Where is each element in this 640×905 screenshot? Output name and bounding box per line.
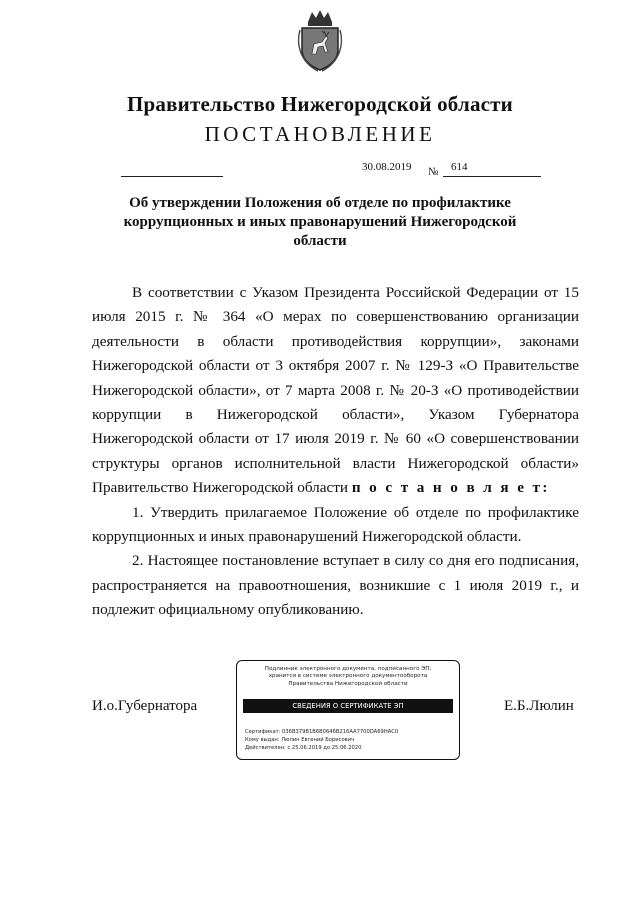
stamp-line-3: Правительства Нижегородской области bbox=[288, 680, 408, 687]
certificate-details bbox=[245, 728, 398, 752]
stamp-header bbox=[237, 666, 459, 688]
number-line bbox=[443, 176, 541, 177]
certificate-owner: Кому выдан: Люлин Евгений Борисович bbox=[245, 737, 355, 743]
document-subject: Об утверждении Положения об отделе по профилактике коррупционных и иных правонарушений Нижегородской области bbox=[123, 195, 517, 249]
certificate-validity: Действителен: с 25.06.2019 до 25.06.2020 bbox=[245, 745, 362, 751]
decree-word: п о с т а н о в л я е т: bbox=[351, 479, 550, 497]
item-1: 1. Утвердить прилагаемое Положение об отделе по профилактике коррупционных и иных правонарушений Нижегородской области. bbox=[92, 503, 579, 546]
document-date: 30.08.2019 bbox=[362, 161, 412, 173]
organization-title: Правительство Нижегородской области bbox=[127, 92, 513, 116]
electronic-signature-stamp bbox=[236, 660, 460, 760]
preamble-text: В соответствии с Указом Президента Российской Федерации от 15 июля 2015 г. № 364 «О мерах по совершенствованию организации деятельности в области противодействия коррупции», законами Нижегородской области от 3 октября 2007 г. № 129-З «О Правительстве Нижегородской области», от 7 марта 2008 г. № 20-З «О противодействии коррупции в Нижегородской области», Указом Губернатора Нижегородской области от 17 июля 2019 г. № 60 «О совершенствовании структуры органов исполнительной власти Нижегородской области» Правительство Нижегородской области bbox=[92, 284, 579, 497]
date-line-left bbox=[121, 176, 223, 177]
stamp-line-2: хранится в системе электронного документооборота bbox=[268, 673, 428, 680]
certificate-serial: Сертификат: 036B379B1B6B0646B216AA7700DA69HAC0 bbox=[245, 729, 399, 735]
certificate-info-bar: СВЕДЕНИЯ О СЕРТИФИКАТЕ ЭП bbox=[243, 699, 453, 713]
stamp-line-1: Подлинник электронного документа, подписанного ЭП, bbox=[264, 666, 432, 672]
document-body bbox=[92, 281, 579, 623]
item-2: 2. Настоящее постановление вступает в силу со дня его подписания, распространяется на правоотношения, возникшие с 1 июля 2019 г., и подлежит официальному опубликованию. bbox=[92, 552, 579, 619]
preamble-paragraph bbox=[92, 281, 579, 501]
document-type: ПОСТАНОВЛЕНИЕ bbox=[204, 122, 436, 146]
document-number: 614 bbox=[451, 161, 468, 173]
number-sign: № bbox=[428, 166, 439, 178]
signer-position: И.о.Губернатора bbox=[92, 698, 198, 714]
coat-of-arms-icon bbox=[294, 8, 346, 72]
signer-name: Е.Б.Люлин bbox=[504, 698, 574, 714]
